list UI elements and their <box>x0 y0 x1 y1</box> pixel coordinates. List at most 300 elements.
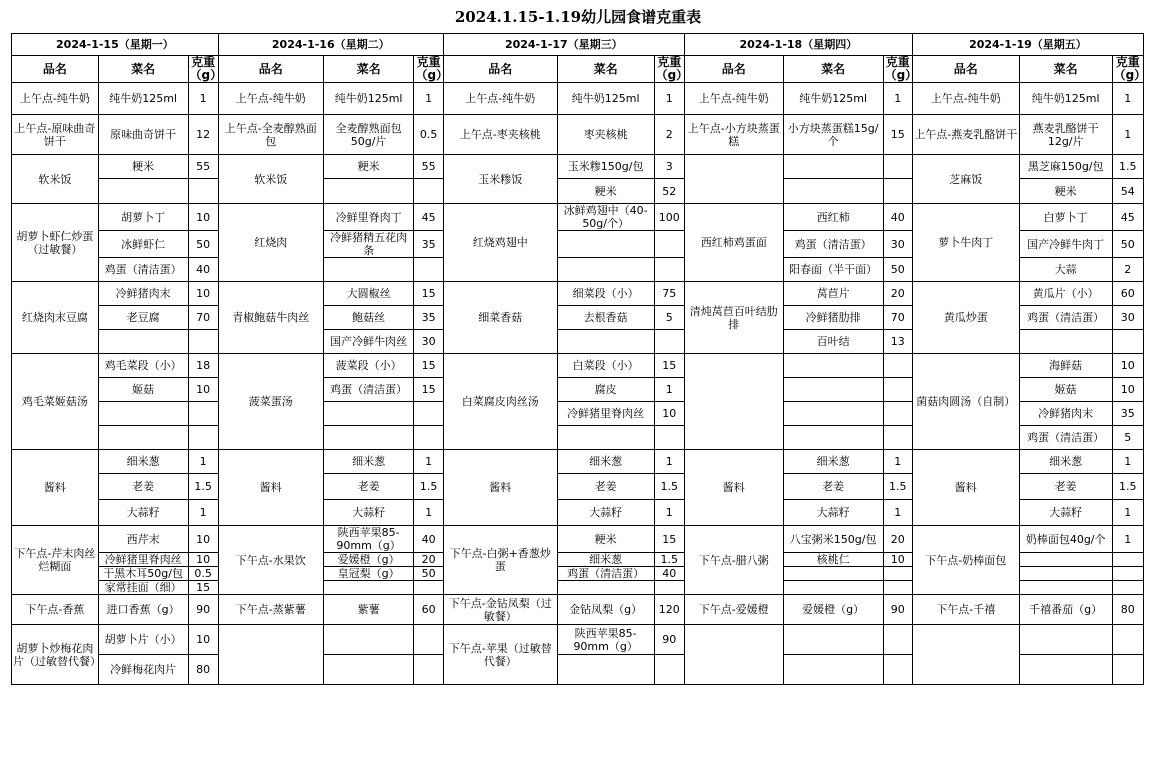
ingredient-weight <box>654 655 684 685</box>
ingredient-name: 爱媛橙（g） <box>323 553 414 567</box>
ingredient-weight: 12 <box>188 115 218 155</box>
table-row <box>12 625 1144 655</box>
ingredient-name: 粳米 <box>323 155 414 179</box>
ingredient-weight: 30 <box>883 231 912 258</box>
col-header-ingredient: 菜名 <box>1019 56 1112 83</box>
ingredient-name <box>557 581 654 595</box>
ingredient-weight: 30 <box>414 330 443 354</box>
ingredient-name <box>1019 581 1112 595</box>
ingredient-weight <box>1112 553 1143 567</box>
ingredient-name <box>783 179 883 204</box>
ingredient-weight: 5 <box>1112 426 1143 450</box>
ingredient-weight: 40 <box>188 258 218 282</box>
ingredient-weight: 15 <box>414 354 443 378</box>
ingredient-name: 大蒜籽 <box>323 500 414 526</box>
ingredient-weight: 50 <box>414 567 443 581</box>
ingredient-name: 细米葱 <box>323 450 414 474</box>
ingredient-weight <box>414 655 443 685</box>
table-row <box>12 450 1144 474</box>
ingredient-name <box>783 625 883 655</box>
ingredient-name: 黄瓜片（小） <box>1019 282 1112 306</box>
ingredient-weight: 90 <box>883 595 912 625</box>
ingredient-weight: 55 <box>414 155 443 179</box>
ingredient-weight: 40 <box>883 204 912 231</box>
ingredient-weight: 10 <box>188 282 218 306</box>
ingredient-weight: 35 <box>414 306 443 330</box>
ingredient-weight: 1 <box>414 83 443 115</box>
ingredient-weight: 1 <box>883 450 912 474</box>
ingredient-name: 细菜段（小） <box>557 282 654 306</box>
ingredient-name: 鸡蛋（清洁蛋） <box>98 258 188 282</box>
ingredient-weight: 1 <box>1112 450 1143 474</box>
ingredient-name: 核桃仁 <box>783 553 883 567</box>
ingredient-weight <box>883 655 912 685</box>
day-header: 2024-1-17（星期三） <box>443 34 684 56</box>
ingredient-weight: 75 <box>654 282 684 306</box>
ingredient-weight <box>883 155 912 179</box>
dish-name: 软米饭 <box>12 155 99 204</box>
ingredient-weight <box>188 402 218 426</box>
ingredient-name <box>1019 330 1112 354</box>
ingredient-name: 鸡蛋（清洁蛋） <box>1019 426 1112 450</box>
ingredient-name: 国产冷鲜牛肉丝 <box>323 330 414 354</box>
ingredient-name: 纯牛奶125ml <box>98 83 188 115</box>
ingredient-name: 国产冷鲜牛肉丁 <box>1019 231 1112 258</box>
ingredient-weight: 10 <box>654 402 684 426</box>
dish-name: 萝卜牛肉丁 <box>912 204 1019 282</box>
ingredient-name: 爱媛橙（g） <box>783 595 883 625</box>
ingredient-name: 奶棒面包40g/个 <box>1019 526 1112 553</box>
ingredient-weight: 1 <box>1112 83 1143 115</box>
dish-name: 玉米糁饭 <box>443 155 557 204</box>
ingredient-weight: 18 <box>188 354 218 378</box>
ingredient-name <box>323 258 414 282</box>
ingredient-name: 大蒜籽 <box>557 500 654 526</box>
ingredient-name <box>98 330 188 354</box>
dish-name: 上午点-纯牛奶 <box>684 83 783 115</box>
ingredient-name: 原味曲奇饼干 <box>98 115 188 155</box>
ingredient-weight <box>1112 581 1143 595</box>
ingredient-weight: 80 <box>1112 595 1143 625</box>
ingredient-weight: 20 <box>883 526 912 553</box>
ingredient-name <box>783 426 883 450</box>
ingredient-name: 冰鲜鸡翅中（40-50g/个） <box>557 204 654 231</box>
ingredient-weight: 0.5 <box>414 115 443 155</box>
table-row <box>12 526 1144 553</box>
dish-name: 酱料 <box>443 450 557 526</box>
dish-name: 青椒鲍菇牛肉丝 <box>218 282 323 354</box>
ingredient-name: 冷鲜猪肉末 <box>1019 402 1112 426</box>
ingredient-name: 纯牛奶125ml <box>323 83 414 115</box>
dish-name: 红烧肉末豆腐 <box>12 282 99 354</box>
ingredient-weight: 52 <box>654 179 684 204</box>
dish-name: 下午点-千禧 <box>912 595 1019 625</box>
dish-name: 上午点-全麦醇熟面包 <box>218 115 323 155</box>
dish-name: 下午点-水果饮 <box>218 526 323 595</box>
ingredient-name: 去根香菇 <box>557 306 654 330</box>
ingredient-weight: 1 <box>654 450 684 474</box>
ingredient-weight <box>188 330 218 354</box>
ingredient-weight: 13 <box>883 330 912 354</box>
ingredient-weight: 80 <box>188 655 218 685</box>
ingredient-name <box>783 378 883 402</box>
ingredient-weight: 1 <box>414 500 443 526</box>
ingredient-name: 老姜 <box>1019 474 1112 500</box>
dish-name: 下午点-蒸紫薯 <box>218 595 323 625</box>
ingredient-weight: 0.5 <box>188 567 218 581</box>
table-row <box>12 354 1144 378</box>
ingredient-name: 家常挂面（细） <box>98 581 188 595</box>
ingredient-weight: 70 <box>883 306 912 330</box>
ingredient-weight: 45 <box>1112 204 1143 231</box>
ingredient-weight <box>883 426 912 450</box>
ingredient-name: 冷鲜梅花肉片 <box>98 655 188 685</box>
ingredient-name: 老豆腐 <box>98 306 188 330</box>
ingredient-weight: 10 <box>188 625 218 655</box>
ingredient-weight: 1.5 <box>188 474 218 500</box>
ingredient-name: 纯牛奶125ml <box>783 83 883 115</box>
ingredient-name <box>323 625 414 655</box>
ingredient-name <box>98 179 188 204</box>
ingredient-weight <box>654 330 684 354</box>
ingredient-name: 老姜 <box>557 474 654 500</box>
ingredient-name <box>1019 553 1112 567</box>
dish-name: 上午点-原味曲奇饼干 <box>12 115 99 155</box>
ingredient-weight <box>414 179 443 204</box>
ingredient-weight: 1 <box>188 500 218 526</box>
ingredient-weight: 1 <box>1112 526 1143 553</box>
ingredient-weight: 1 <box>654 500 684 526</box>
ingredient-weight <box>883 354 912 378</box>
ingredient-weight <box>414 426 443 450</box>
ingredient-weight <box>654 581 684 595</box>
ingredient-name: 胡萝卜丁 <box>98 204 188 231</box>
ingredient-name: 西芹末 <box>98 526 188 553</box>
ingredient-name <box>783 655 883 685</box>
ingredient-weight: 15 <box>414 282 443 306</box>
col-header-dish: 品名 <box>443 56 557 83</box>
ingredient-name: 大蒜籽 <box>98 500 188 526</box>
ingredient-name <box>98 426 188 450</box>
col-header-dish: 品名 <box>684 56 783 83</box>
col-header-weight: 克重（g） <box>415 55 449 82</box>
ingredient-name: 干黑木耳50g/包 <box>98 567 188 581</box>
ingredient-name: 胡萝卜片（小） <box>98 625 188 655</box>
ingredient-name <box>557 426 654 450</box>
ingredient-name: 金钻凤梨（g） <box>557 595 654 625</box>
ingredient-name: 冷鲜里脊肉丁 <box>323 204 414 231</box>
ingredient-weight: 2 <box>654 115 684 155</box>
ingredient-name: 鸡蛋（清洁蛋） <box>323 378 414 402</box>
dish-name: 下午点-奶棒面包 <box>912 526 1019 595</box>
table-row <box>12 595 1144 625</box>
ingredient-name <box>1019 567 1112 581</box>
ingredient-name: 细米葱 <box>557 553 654 567</box>
col-header-weight: 克重（g） <box>1113 55 1147 82</box>
ingredient-name: 陕西苹果85-90mm（g） <box>557 625 654 655</box>
ingredient-name: 鸡毛菜段（小） <box>98 354 188 378</box>
dish-name: 上午点-纯牛奶 <box>12 83 99 115</box>
dish-name: 下午点-苹果（过敏替代餐） <box>443 625 557 685</box>
ingredient-weight: 55 <box>188 155 218 179</box>
dish-name: 软米饭 <box>218 155 323 204</box>
ingredient-name: 皇冠梨（g） <box>323 567 414 581</box>
dish-name: 清炖莴苣百叶结肋排 <box>684 282 783 354</box>
ingredient-weight: 1 <box>414 450 443 474</box>
dish-name: 下午点-白粥+香葱炒蛋 <box>443 526 557 595</box>
ingredient-weight <box>414 581 443 595</box>
ingredient-weight: 10 <box>883 553 912 567</box>
ingredient-name <box>783 581 883 595</box>
ingredient-name: 菠菜段（小） <box>323 354 414 378</box>
ingredient-weight: 40 <box>414 526 443 553</box>
ingredient-weight: 50 <box>1112 231 1143 258</box>
dish-name <box>684 155 783 204</box>
dish-name: 下午点-香蕉 <box>12 595 99 625</box>
ingredient-name: 千禧番茄（g） <box>1019 595 1112 625</box>
ingredient-weight: 60 <box>1112 282 1143 306</box>
ingredient-weight: 50 <box>883 258 912 282</box>
table-row <box>12 83 1144 115</box>
ingredient-name: 粳米 <box>557 526 654 553</box>
ingredient-name: 燕麦乳酪饼干12g/片 <box>1019 115 1112 155</box>
ingredient-name: 大蒜 <box>1019 258 1112 282</box>
ingredient-name <box>557 330 654 354</box>
dish-name: 菠菜蛋汤 <box>218 354 323 450</box>
ingredient-weight: 1 <box>883 500 912 526</box>
dish-name: 下午点-爱媛橙 <box>684 595 783 625</box>
ingredient-name: 细米葱 <box>783 450 883 474</box>
ingredient-weight: 90 <box>188 595 218 625</box>
col-header-ingredient: 菜名 <box>98 56 188 83</box>
dish-name: 菌菇肉圆汤（自制） <box>912 354 1019 450</box>
day-header: 2024-1-18（星期四） <box>684 34 912 56</box>
ingredient-weight: 1.5 <box>1112 474 1143 500</box>
ingredient-name: 莴苣片 <box>783 282 883 306</box>
ingredient-name: 鲍菇丝 <box>323 306 414 330</box>
ingredient-name <box>783 402 883 426</box>
col-header-ingredient: 菜名 <box>323 56 414 83</box>
col-header-dish: 品名 <box>218 56 323 83</box>
ingredient-weight <box>883 402 912 426</box>
ingredient-weight <box>1112 567 1143 581</box>
ingredient-name: 鸡蛋（清洁蛋） <box>557 567 654 581</box>
table-row <box>12 204 1144 231</box>
ingredient-weight: 1.5 <box>1112 155 1143 179</box>
day-header: 2024-1-16（星期二） <box>218 34 443 56</box>
ingredient-weight: 35 <box>1112 402 1143 426</box>
ingredient-weight: 10 <box>188 526 218 553</box>
ingredient-weight: 70 <box>188 306 218 330</box>
ingredient-weight: 1 <box>654 83 684 115</box>
ingredient-name: 冷鲜猪里脊肉丝 <box>98 553 188 567</box>
ingredient-weight <box>188 179 218 204</box>
dish-name: 上午点-纯牛奶 <box>912 83 1019 115</box>
table-row <box>12 115 1144 155</box>
ingredient-weight: 120 <box>654 595 684 625</box>
ingredient-weight: 3 <box>654 155 684 179</box>
dish-name: 上午点-枣夹核桃 <box>443 115 557 155</box>
ingredient-name: 阳春面（半干面） <box>783 258 883 282</box>
ingredient-weight: 15 <box>654 526 684 553</box>
ingredient-name <box>557 655 654 685</box>
ingredient-weight <box>1112 655 1143 685</box>
ingredient-weight: 1.5 <box>414 474 443 500</box>
ingredient-weight <box>654 231 684 258</box>
ingredient-name <box>323 655 414 685</box>
dish-name <box>684 625 783 685</box>
day-header: 2024-1-19（星期五） <box>912 34 1143 56</box>
ingredient-name: 细米葱 <box>98 450 188 474</box>
table-row <box>12 34 1144 56</box>
dish-name: 黄瓜炒蛋 <box>912 282 1019 354</box>
ingredient-name <box>1019 655 1112 685</box>
ingredient-weight <box>654 258 684 282</box>
table-row <box>12 282 1144 306</box>
ingredient-name: 腐皮 <box>557 378 654 402</box>
col-header-dish: 品名 <box>12 56 99 83</box>
page-title: 2024.1.15-1.19幼儿园食谱克重表 <box>454 8 702 26</box>
ingredient-weight <box>883 378 912 402</box>
dish-name: 红烧鸡翅中 <box>443 204 557 282</box>
ingredient-name: 纯牛奶125ml <box>1019 83 1112 115</box>
ingredient-name: 陕西苹果85-90mm（g） <box>323 526 414 553</box>
col-header-dish: 品名 <box>912 56 1019 83</box>
ingredient-name: 纯牛奶125ml <box>557 83 654 115</box>
dish-name: 胡萝卜炒梅花肉片（过敏替代餐） <box>12 625 99 685</box>
dish-name <box>218 625 323 685</box>
ingredient-name: 西红柿 <box>783 204 883 231</box>
ingredient-weight: 10 <box>188 553 218 567</box>
dish-name: 上午点-小方块蒸蛋糕 <box>684 115 783 155</box>
ingredient-name: 全麦醇熟面包50g/片 <box>323 115 414 155</box>
ingredient-name: 姬菇 <box>98 378 188 402</box>
dish-name <box>912 625 1019 685</box>
ingredient-name: 大蒜籽 <box>783 500 883 526</box>
ingredient-name: 老姜 <box>783 474 883 500</box>
ingredient-weight: 60 <box>414 595 443 625</box>
ingredient-weight: 5 <box>654 306 684 330</box>
ingredient-name <box>783 155 883 179</box>
dish-name: 酱料 <box>12 450 99 526</box>
ingredient-weight: 10 <box>188 204 218 231</box>
ingredient-weight <box>883 625 912 655</box>
ingredient-weight: 1.5 <box>654 553 684 567</box>
ingredient-weight: 10 <box>1112 378 1143 402</box>
ingredient-weight: 15 <box>883 115 912 155</box>
ingredient-name: 海鲜菇 <box>1019 354 1112 378</box>
dish-name: 上午点-纯牛奶 <box>443 83 557 115</box>
ingredient-name: 百叶结 <box>783 330 883 354</box>
ingredient-name: 细米葱 <box>557 450 654 474</box>
dish-name: 下午点-腊八粥 <box>684 526 783 595</box>
ingredient-weight <box>414 625 443 655</box>
ingredient-name: 冷鲜猪肉末 <box>98 282 188 306</box>
ingredient-name: 粳米 <box>1019 179 1112 204</box>
ingredient-weight: 1 <box>188 83 218 115</box>
ingredient-weight <box>1112 330 1143 354</box>
ingredient-weight: 35 <box>414 231 443 258</box>
dish-name: 红烧肉 <box>218 204 323 282</box>
ingredient-name: 鸡蛋（清洁蛋） <box>783 231 883 258</box>
ingredient-weight: 1 <box>883 83 912 115</box>
ingredient-name: 进口香蕉（g） <box>98 595 188 625</box>
ingredient-name: 老姜 <box>98 474 188 500</box>
ingredient-name: 细米葱 <box>1019 450 1112 474</box>
ingredient-weight: 1 <box>1112 500 1143 526</box>
ingredient-name: 冷鲜猪肋排 <box>783 306 883 330</box>
ingredient-weight <box>883 179 912 204</box>
table-row <box>12 155 1144 179</box>
ingredient-name: 冰鲜虾仁 <box>98 231 188 258</box>
ingredient-weight: 40 <box>654 567 684 581</box>
table-row <box>12 56 1144 83</box>
ingredient-weight: 10 <box>188 378 218 402</box>
ingredient-weight <box>654 426 684 450</box>
dish-name: 胡萝卜虾仁炒蛋（过敏餐） <box>12 204 99 282</box>
ingredient-name: 小方块蒸蛋糕15g/个 <box>783 115 883 155</box>
dish-name: 细菜香菇 <box>443 282 557 354</box>
ingredient-name <box>1019 625 1112 655</box>
ingredient-name <box>323 402 414 426</box>
col-header-ingredient: 菜名 <box>557 56 654 83</box>
ingredient-weight: 1 <box>188 450 218 474</box>
ingredient-weight <box>883 581 912 595</box>
ingredient-weight: 100 <box>654 204 684 231</box>
ingredient-name: 玉米糁150g/包 <box>557 155 654 179</box>
dish-name: 酱料 <box>912 450 1019 526</box>
ingredient-name: 大圆椒丝 <box>323 282 414 306</box>
ingredient-name <box>98 402 188 426</box>
dish-name: 下午点-金钻凤梨（过敏餐） <box>443 595 557 625</box>
dish-name: 鸡毛菜姬菇汤 <box>12 354 99 450</box>
dish-name: 酱料 <box>684 450 783 526</box>
ingredient-weight <box>883 567 912 581</box>
ingredient-name: 八宝粥米150g/包 <box>783 526 883 553</box>
menu-table <box>11 33 1147 685</box>
col-header-ingredient: 菜名 <box>783 56 883 83</box>
dish-name: 酱料 <box>218 450 323 526</box>
ingredient-name <box>323 426 414 450</box>
ingredient-weight: 15 <box>414 378 443 402</box>
ingredient-weight: 1 <box>654 378 684 402</box>
dish-name: 上午点-燕麦乳酪饼干 <box>912 115 1019 155</box>
ingredient-name: 粳米 <box>557 179 654 204</box>
ingredient-name <box>783 354 883 378</box>
ingredient-weight: 1.5 <box>883 474 912 500</box>
ingredient-name <box>783 567 883 581</box>
dish-name: 西红柿鸡蛋面 <box>684 204 783 282</box>
dish-name: 白菜腐皮肉丝汤 <box>443 354 557 450</box>
ingredient-name: 紫薯 <box>323 595 414 625</box>
ingredient-name: 老姜 <box>323 474 414 500</box>
dish-name: 芝麻饭 <box>912 155 1019 204</box>
ingredient-weight <box>188 426 218 450</box>
ingredient-weight: 50 <box>188 231 218 258</box>
dish-name: 下午点-芹末肉丝烂糊面 <box>12 526 99 595</box>
ingredient-weight: 10 <box>1112 354 1143 378</box>
ingredient-weight: 20 <box>883 282 912 306</box>
ingredient-weight: 54 <box>1112 179 1143 204</box>
ingredient-weight: 1 <box>1112 115 1143 155</box>
ingredient-weight: 45 <box>414 204 443 231</box>
ingredient-name <box>557 231 654 258</box>
ingredient-weight: 15 <box>654 354 684 378</box>
ingredient-weight: 30 <box>1112 306 1143 330</box>
ingredient-weight: 90 <box>654 625 684 655</box>
ingredient-name: 大蒜籽 <box>1019 500 1112 526</box>
ingredient-weight: 20 <box>414 553 443 567</box>
